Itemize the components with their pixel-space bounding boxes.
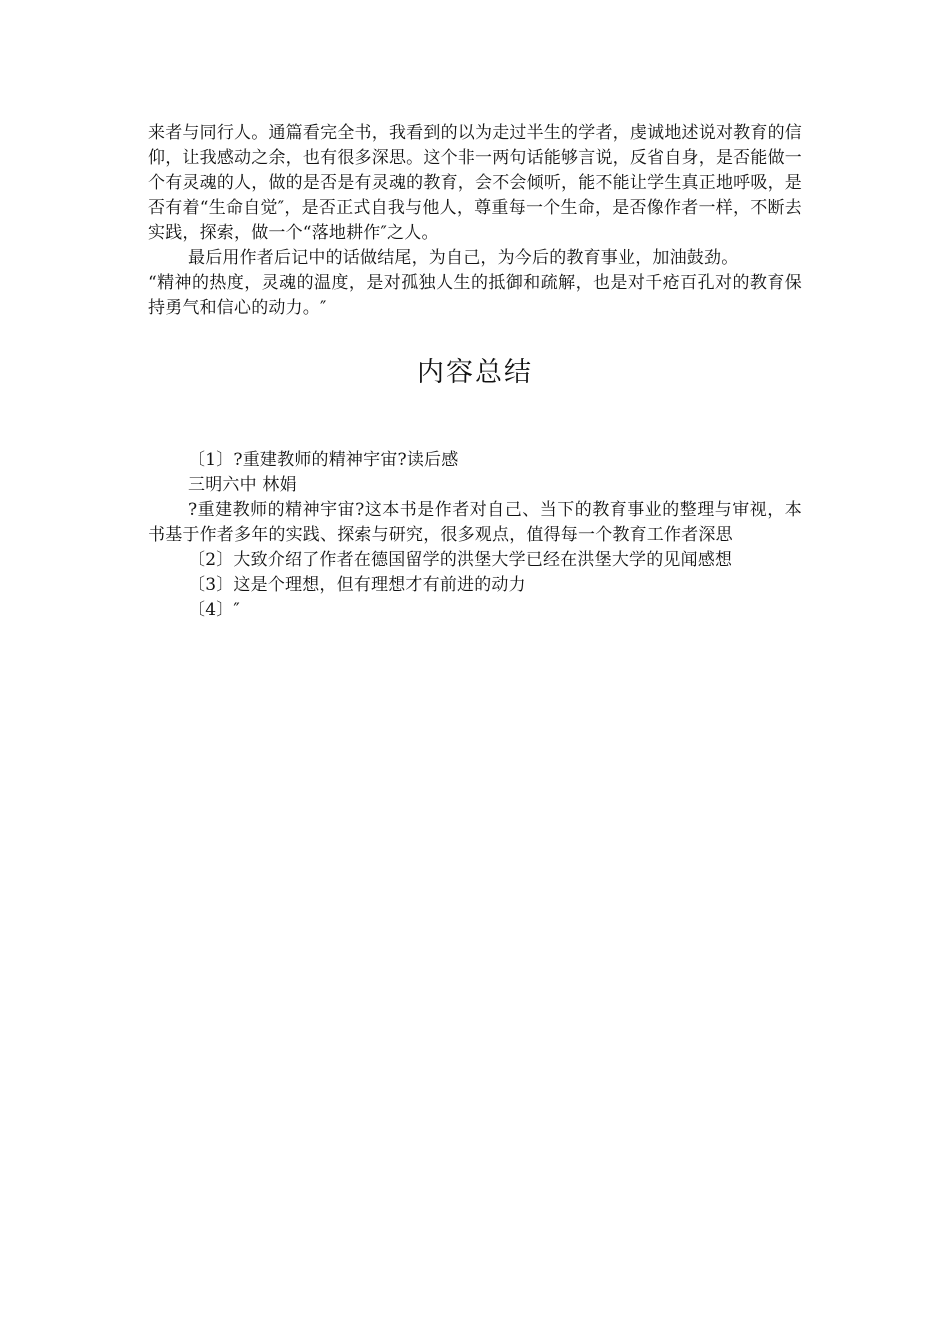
summary-item-3: 〔3〕这是个理想，但有理想才有前进的动力 bbox=[188, 575, 526, 595]
summary-item-1: 〔1〕?重建教师的精神宇宙?读后感 bbox=[188, 450, 459, 470]
paragraph-quote: “精神的热度，灵魂的温度，是对孤独人生的抵御和疏解，也是对千疮百孔对的教育保持勇气和信心的动力。″ bbox=[148, 273, 802, 318]
summary-block bbox=[148, 448, 802, 623]
summary-book-description: ?重建教师的精神宇宙?这本书是作者对自己、当下的教育事业的整理与审视，本书基于作者多年的实践、探索与研究，很多观点，值得每一个教育工作者深思 bbox=[148, 500, 802, 545]
review-text-block bbox=[148, 121, 802, 321]
paragraph-reflection: 来者与同行人。通篇看完全书，我看到的以为走过半生的学者，虔诚地述说对教育的信仰，让我感动之余，也有很多深思。这个非一两句话能够言说，反省自身，是否能做一个有灵魂的人，做的是否是有灵魂的教育，会不会倾听，能不能让学生真正地呼吸，是否有着“生命自觉″，是否正式自我与他人，尊重每一个生命，是否像作者一样，不断去实践，探索，做一个“落地耕作″之人。 bbox=[148, 123, 802, 243]
paragraph-closing: 最后用作者后记中的话做结尾，为自己，为今后的教育事业，加油鼓劲。 bbox=[188, 248, 739, 268]
summary-item-2: 〔2〕大致介绍了作者在德国留学的洪堡大学已经在洪堡大学的见闻感想 bbox=[188, 550, 733, 570]
summary-heading: 内容总结 bbox=[417, 357, 533, 388]
summary-item-4: 〔4〕″ bbox=[188, 600, 240, 620]
summary-author: 三明六中 林娟 bbox=[188, 475, 297, 495]
